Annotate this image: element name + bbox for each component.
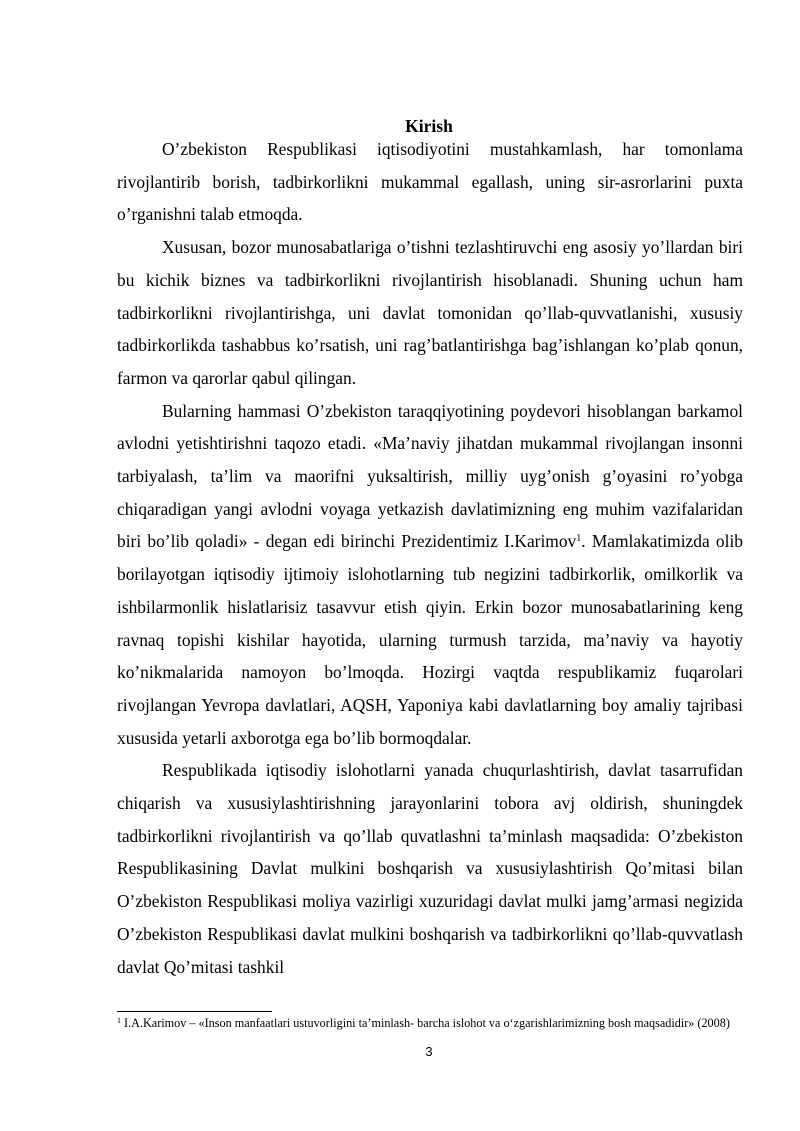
paragraph-3-text-before-ref: Bularning hammasi O’zbekiston taraqqiyotining poydevori hisoblangan barkamol avlodni yetishtirishni taqozo etadi. «Ma’naviy jihatdan mukammal rivojlangan insonni tarbiyalash, ta’lim va maorifni yuksaltirish, milliy uyg’onish g’oyasini ro’yobga chiqaradigan yangi avlodni voyaga yetkazish davlatimizning eng muhim vazifalaridan biri bo’lib qoladi» - degan edi birinchi Prezidentimiz I.Karimov	[117, 400, 743, 552]
footnote-reference[interactable]: 1	[576, 533, 582, 545]
footnote-text: I.A.Karimov – «Inson manfaatlari ustuvorligini ta’minlash- barcha islohot va o‘zgarishlarimizning bosh maqsadidir» (2008)	[121, 1016, 730, 1030]
page-number: 3	[425, 1044, 433, 1059]
section-heading: Kirish	[405, 116, 453, 136]
paragraph-4: Respublikada iqtisodiy islohotlarni yanada chuqurlashtirish, davlat tasarrufidan chiqarish va xususiylashtirishning jarayonlarini tobora avj oldirish, shuningdek tadbirkorlikni rivojlantirish va qo’llab quvatlashni ta’minlash maqsadida: O’zbekiston Respublikasining Davlat mulkini boshqarish va xususiylashtirish Qo’mitasi bilan O’zbekiston Respublikasi moliya vazirligi xuzuridagi davlat mulki jamg’armasi negizida O’zbekiston Respublikasi davlat mulkini boshqarish va tadbirkorlikni qo’llab-quvvatlash davlat Qo’mitasi tashkil	[117, 760, 743, 977]
paragraph-3-text-after-ref: . Mamlakatimizda olib borilayotgan iqtisodiy ijtimoiy islohotlarning tub negizini tadbirkorlik, omilkorlik va ishbilarmonlik hislatlarisiz tasavvur etish qiyin. Erkin bozor munosabatlarining keng ravnaq topishi kishilar hayotida, ularning turmush tarzida, ma’naviy va hayotiy ko’nikmalarida namoyon bo’lmoqda. Hozirgi vaqtda respublikamiz fuqarolari rivojlangan Yevropa davlatlari, AQSH, Yaponiya kabi davlatlarning boy amaliy tajribasi xususida yetarli axborotga ega bo’lib bormoqdalar.	[117, 531, 743, 748]
body-text	[117, 133, 743, 983]
footnote	[117, 1016, 743, 1031]
footnote-mark: 1	[117, 1016, 121, 1025]
paragraph-3	[117, 395, 743, 755]
paragraph-2: Xususan, bozor munosabatlariga o’tishni tezlashtiruvchi eng asosiy yo’llardan biri bu kichik biznes va tadbirkorlikni rivojlantirish hisoblanadi. Shuning uchun ham tadbirkorlikni rivojlantirishga, uni davlat tomonidan qo’llab-quvvatlanishi, xususiy tadbirkorlikda tashabbus ko’rsatish, uni rag’batlantirishga bag’ishlangan ko’plab qonun, farmon va qarorlar qabul qilingan.	[117, 237, 743, 388]
footnote-separator	[117, 1011, 272, 1012]
paragraph-1: O’zbekiston Respublikasi iqtisodiyotini mustahkamlash, har tomonlama rivojlantirib borish, tadbirkorlikni mukammal egallash, uning sir-asrorlarini puxta o’rganishni talab etmoqda.	[117, 139, 743, 225]
